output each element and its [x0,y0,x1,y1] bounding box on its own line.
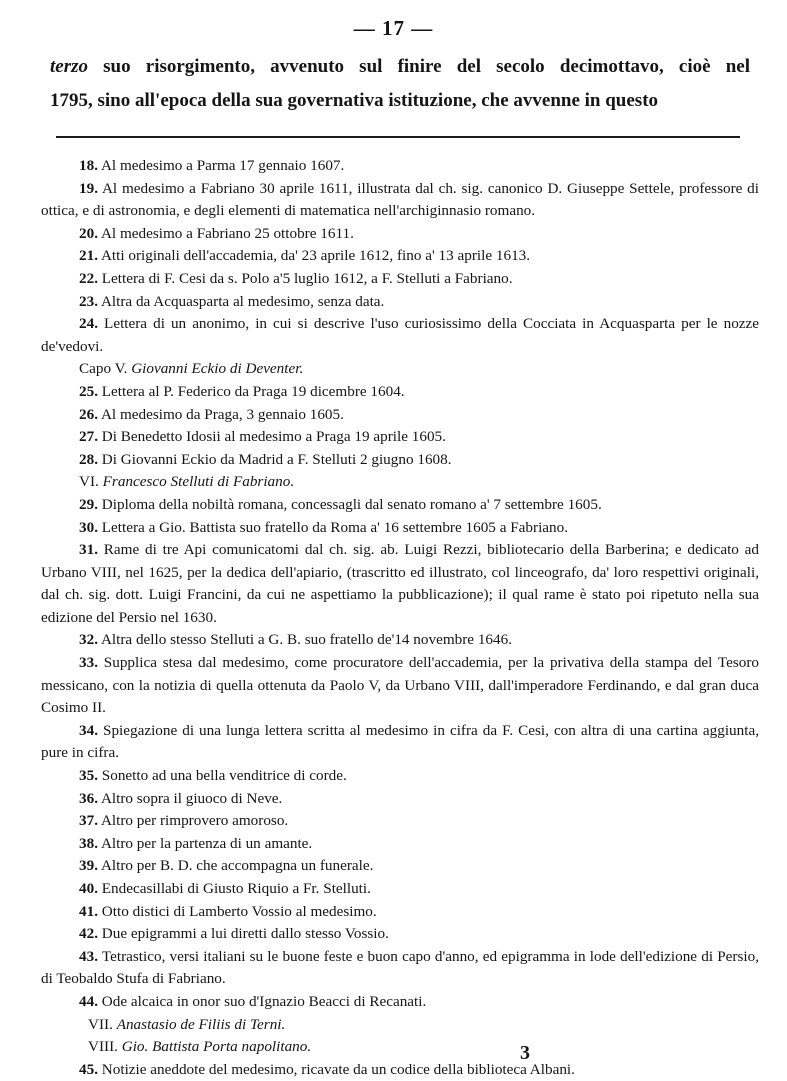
item-text: Al medesimo a Fabriano 30 aprile 1611, illustrata dal ch. sig. canonico D. Giuseppe Settele, professore di ottica, e di astronomia, e degli elementi di matematica nell'archiginnasio romano. [41,179,759,220]
list-item [41,245,759,268]
list-item [41,901,759,924]
item-text: Lettera a Gio. Battista suo fratello da Roma a' 16 settembre 1605 a Fabriano. [101,518,569,536]
list-item [41,1059,759,1081]
list-item [41,404,759,427]
item-text: Al medesimo a Fabriano 25 ottobre 1611. [100,224,354,242]
body-line-1 [50,50,750,84]
section-label: Capo V. [79,360,128,378]
item-text: Altra da Acquasparta al medesimo, senza data. [100,292,385,310]
item-text: Due epigrammi a lui diretti dallo stesso Vossio. [101,925,389,943]
list-item [41,878,759,901]
item-number: 26. [79,405,98,423]
page-number: — 17 — [353,16,434,40]
list-item [41,426,759,449]
list-item [41,381,759,404]
item-number: 24. [79,315,98,333]
item-text: Altra dello stesso Stelluti a G. B. suo fratello de'14 novembre 1646. [100,631,512,649]
item-number: 20. [79,224,98,242]
item-text: Altro sopra il giuoco di Neve. [100,789,283,807]
list-item [41,991,759,1014]
item-text: Endecasillabi di Giusto Riquio a Fr. Stelluti. [101,880,371,897]
list-item [41,291,759,314]
list-item [41,155,759,178]
footnote-separator-rule [56,136,740,138]
list-item [41,268,759,291]
section-heading [41,358,759,381]
item-number: 33. [79,654,98,672]
item-number: 38. [79,834,98,852]
list-item [41,652,759,720]
list-item [41,810,759,833]
item-text: Altro per rimprovero amoroso. [100,812,289,830]
item-number: 34. [79,721,98,739]
item-text: Atti originali dell'accademia, da' 23 aprile 1612, fino a' 13 aprile 1613. [100,247,531,265]
signature-mark: 3 [520,1042,530,1064]
item-number: 18. [79,157,98,174]
section-heading [41,1036,759,1059]
section-name: Giovanni Eckio di Deventer. [131,360,304,378]
section-label: VII. [88,1015,113,1033]
section-name: Anastasio de Filiis di Terni. [116,1015,286,1033]
body-paragraph [50,50,750,118]
item-number: 35. [79,767,98,785]
item-number: 32. [79,631,98,649]
section-heading [41,471,759,494]
list-item [41,923,759,946]
list-item [41,539,759,629]
item-number: 43. [79,947,98,965]
item-text: Ode alcaica in onor suo d'Ignazio Beacci di Recanati. [101,992,427,1010]
list-item [41,765,759,788]
item-text: Sonetto ad una bella venditrice di corde. [101,767,347,785]
item-text: Lettera al P. Federico da Praga 19 dicembre 1604. [101,382,405,400]
item-number: 30. [79,518,98,536]
body-line-2: 1795, sino all'epoca della sua governativa istituzione, che avvenne in questo [50,90,659,111]
item-number: 45. [79,1060,98,1078]
section-label: VIII. [88,1038,118,1056]
item-number: 21. [79,247,98,265]
list-item [41,494,759,517]
list-item [41,629,759,652]
item-number: 22. [79,269,98,287]
list-item [41,720,759,765]
list-item [41,788,759,811]
item-number: 41. [79,902,98,920]
item-text: Lettera di un anonimo, in cui si descrive l'uso curiosissimo della Cocciata in Acquasparta per le nozze de'vedovi. [41,315,760,355]
list-item [41,449,759,472]
item-text: Notizie aneddote del medesimo, ricavate da un codice della biblioteca Albani. [101,1060,575,1078]
item-text: Diploma della nobiltà romana, concessagli dal senato romano a' 7 settembre 1605. [101,495,602,513]
list-item [41,223,759,246]
item-text: Otto distici di Lamberto Vossio al medesimo. [101,902,377,920]
item-text: Tetrastico, versi italiani su le buone feste e buon capo d'anno, ed epigramma in lode dell'edizione di Persio, di Teobaldo Stufa di Fabriano. [41,947,759,988]
list-item [41,517,759,540]
item-text: Rame di tre Api comunicatomi dal ch. sig. ab. Luigi Rezzi, bibliotecario della Barberina; e dedicato ad Urbano VIII, nel 1625, per la dedica dell'apiario, (trascritto ed illustrato, col linceografo, da' loro respettivi originali, dal ch. sig. dott. Luigi Francini, da cui ne aspettiamo la pubblicazione); il qual rame è stato poi ripetuto nella sua edizione del Persio nel 1630. [41,541,760,626]
item-number: 29. [79,495,98,513]
item-number: 19. [79,179,98,197]
item-text: Al medesimo da Praga, 3 gennaio 1605. [100,405,344,423]
item-number: 23. [79,292,98,310]
body-line-1-text: suo risorgimento, avvenuto sul finire del secolo decimottavo, cioè nel [88,56,750,77]
item-number: 25. [79,382,98,400]
list-item [41,313,759,358]
item-number: 42. [79,925,98,943]
item-number: 27. [79,428,98,446]
item-number: 28. [79,450,98,468]
item-text: Di Benedetto Idosii al medesimo a Praga 19 aprile 1605. [101,428,446,446]
list-item [41,855,759,878]
section-name: Francesco Stelluti di Fabriano. [102,473,295,491]
list-item [41,178,759,223]
body-italic-word: terzo [50,56,88,77]
item-number: 36. [79,789,98,807]
item-text: Al medesimo a Parma 17 gennaio 1607. [100,157,345,174]
section-name: Gio. Battista Porta napolitano. [121,1038,312,1056]
list-item [41,946,759,991]
item-number: 31. [79,541,98,559]
list-item [41,833,759,856]
item-number: 44. [79,992,98,1010]
item-number: 37. [79,812,98,830]
item-text: Spiegazione di una lunga lettera scritta al medesimo in cifra da F. Cesi, con altra di una cartina aggiunta, pure in cifra. [41,721,760,762]
section-label: VI. [79,473,99,491]
document-index-list [41,155,759,1081]
item-text: Altro per B. D. che accompagna un funerale. [100,857,374,875]
item-text: Supplica stesa dal medesimo, come procuratore dell'accademia, per la privativa della stampa del Tesoro messicano, con la notizia di quella ottenuta da Paolo V, da Urbano VIII, dall'imperadore Ferdinando, e dal gran duca Cosimo II. [41,654,760,717]
section-heading [41,1014,759,1037]
item-text: Di Giovanni Eckio da Madrid a F. Stelluti 2 giugno 1608. [101,450,452,468]
item-number: 40. [79,880,98,897]
item-text: Lettera di F. Cesi da s. Polo a'5 luglio 1612, a F. Stelluti a Fabriano. [101,269,513,287]
item-number: 39. [79,857,98,875]
item-text: Altro per la partenza di un amante. [100,834,313,852]
